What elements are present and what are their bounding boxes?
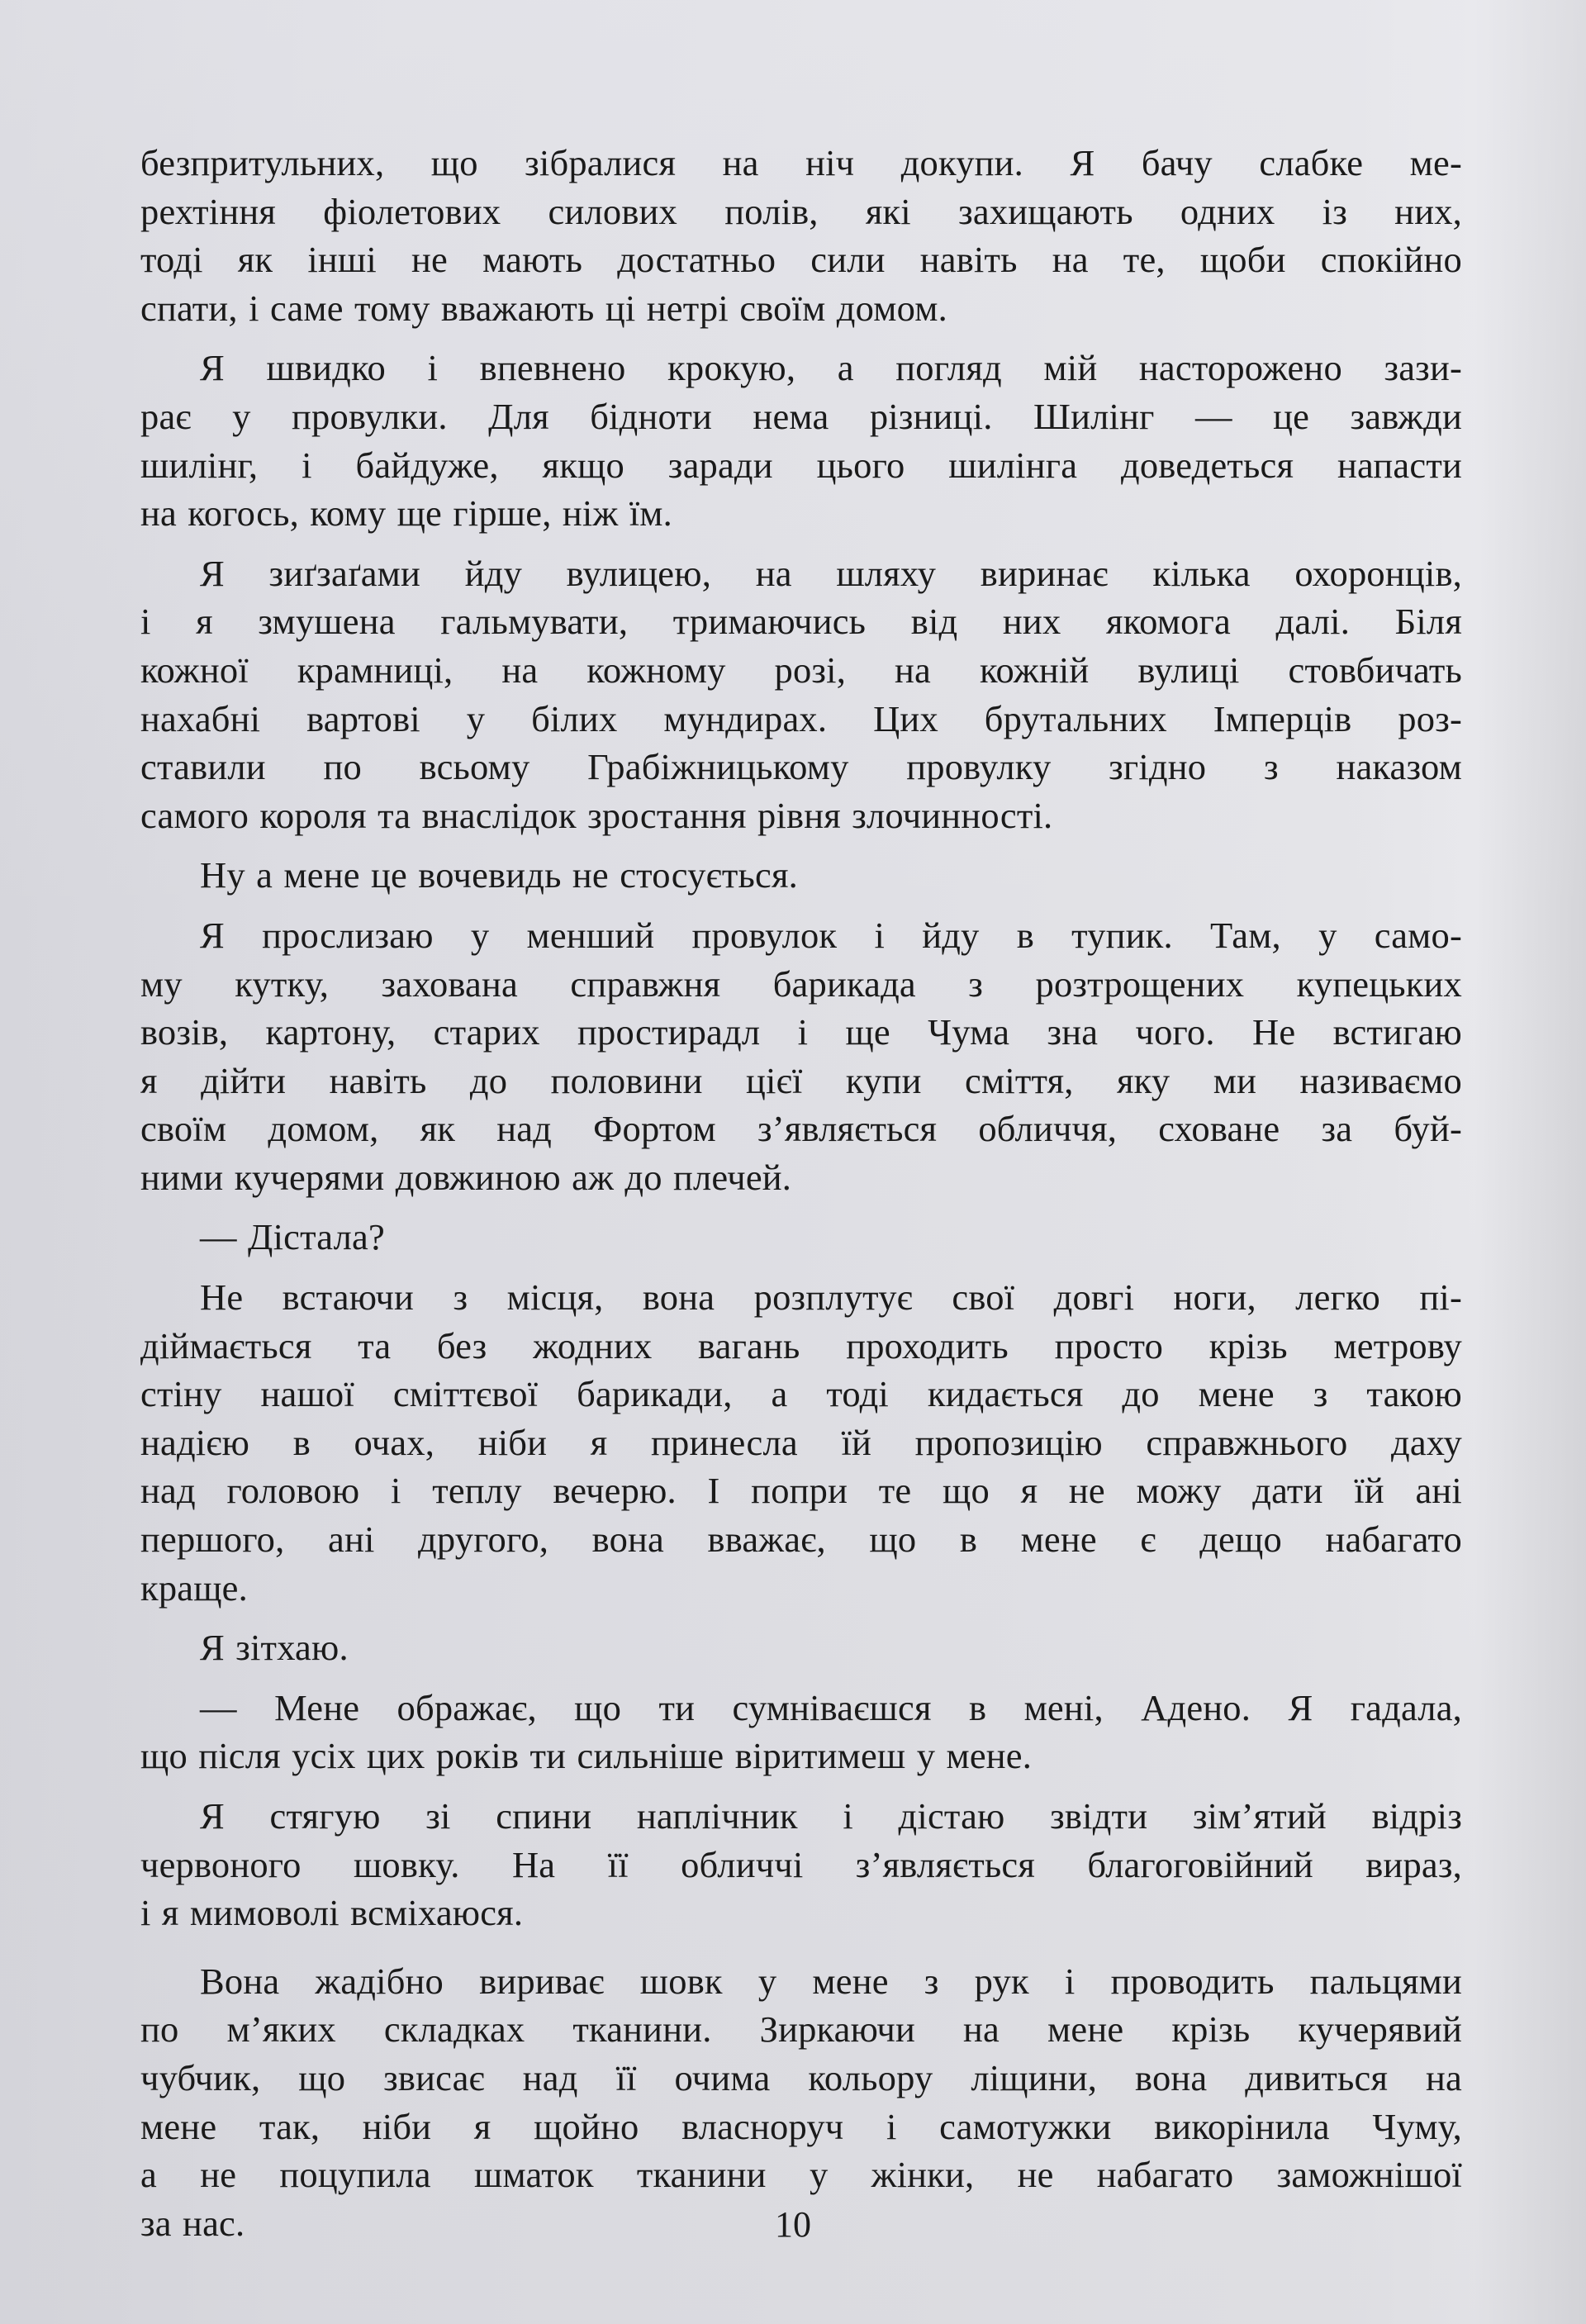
text-line: краще. xyxy=(140,1566,248,1609)
text-line: над головою і теплу вечерю. І попри те що я не можу дати їй ані xyxy=(140,1470,1462,1512)
text-line: на когось, кому ще гірше, ніж їм. xyxy=(140,492,672,535)
text-line: чубчик, що звисає над її очима кольору ліщини, вона дивиться на xyxy=(140,2056,1462,2098)
text-line: — Дістала? xyxy=(200,1216,385,1258)
text-line: Я зітхаю. xyxy=(200,1627,349,1669)
text-line: самого короля та внаслідок зростання рівня злочинності. xyxy=(140,794,1053,836)
text-line: що після усіх цих років ти сильніше віритимеш у мене. xyxy=(140,1735,1033,1777)
paragraph-6-dialogue xyxy=(140,1213,1462,1262)
text-line: Я прослизаю у менший провулок і йду в тупик. Там, у само- xyxy=(200,914,1462,956)
paragraph-7 xyxy=(140,1273,1462,1612)
text-line: Я швидко і впевнено крокую, а погляд мій насторожено зази- xyxy=(200,347,1462,389)
text-line: червоного шовку. На її обличчі з’являється благоговійний вираз, xyxy=(140,1843,1462,1885)
text-line: Вона жадібно вириває шовк у мене з рук і проводить пальцями xyxy=(200,1960,1462,2002)
paragraph-4 xyxy=(140,851,1462,900)
text-line: шилінг, і байдуже, якщо заради цього шилінга доведеться напасти xyxy=(140,444,1462,486)
text-line: Не встаючи з місця, вона розплутує свої довгі ноги, легко пі- xyxy=(200,1276,1462,1319)
text-line: безпритульних, що зібралися на ніч докупи. Я бачу слабке ме- xyxy=(140,142,1462,183)
text-line: рає у провулки. Для бідноти нема різниці. Шилінг — це завжди xyxy=(140,395,1462,437)
text-line: — Мене ображає, що ти сумніваєшся в мені, Адено. Я гадала, xyxy=(200,1686,1462,1728)
paragraph-8 xyxy=(140,1623,1462,1672)
text-line: кожної крамниці, на кожному розі, на кожній вулиці стовбичать xyxy=(140,649,1462,691)
paragraph-5 xyxy=(140,911,1462,1202)
body-text xyxy=(140,139,1462,2247)
paragraph-9-dialogue xyxy=(140,1684,1462,1780)
text-line: я дійти навіть до половини цієї купи сміття, яку ми називаємо xyxy=(140,1059,1462,1101)
paragraph-3 xyxy=(140,549,1462,840)
text-line: а не поцупила шматок тканини у жінки, не набагато заможнішої xyxy=(140,2154,1462,2196)
paragraph-1 xyxy=(140,139,1462,332)
text-line: тоді як інші не мають достатньо сили навіть на те, щоби спокійно xyxy=(140,239,1462,281)
paragraph-10 xyxy=(140,1792,1462,1937)
text-line: спати, і саме тому вважають ці нетрі своїм домом. xyxy=(140,287,947,329)
text-line: му кутку, захована справжня барикада з розтрощених купецьких xyxy=(140,962,1462,1005)
text-line: рехтіння фіолетових силових полів, які захищають одних із них, xyxy=(140,190,1462,232)
text-line: по м’яких складках тканини. Зиркаючи на мене крізь кучерявий xyxy=(140,2008,1462,2051)
text-line: і я змушена гальмувати, тримаючись від них якомога далі. Біля xyxy=(140,601,1462,643)
text-line: і я мимоволі всміхаюся. xyxy=(140,1892,524,1934)
paragraph-2 xyxy=(140,344,1462,537)
text-line: ставили по всьому Грабіжницькому провулку згідно з наказом xyxy=(140,746,1462,788)
text-line: Я зиґзаґами йду вулицею, на шляху виринає кілька охоронців, xyxy=(200,552,1462,594)
text-line: діймається та без жодних вагань проходить просто крізь метрову xyxy=(140,1324,1462,1366)
text-line: возів, картону, старих простирадл і ще Чума зна чого. Не встигаю xyxy=(140,1011,1462,1053)
text-line: нахабні вартові у білих мундирах. Цих брутальних Імперців роз- xyxy=(140,697,1462,739)
text-line: мене так, ніби я щойно власноруч і самотужки викорінила Чуму, xyxy=(140,2105,1462,2147)
text-line: Я стягую зі спини наплічник і дістаю звідти зім’ятий відріз xyxy=(200,1795,1462,1837)
page-number: 10 xyxy=(775,2204,811,2245)
text-line: своїм домом, як над Фортом з’являється обличчя, сховане за буй- xyxy=(140,1108,1462,1150)
text-line: за нас. xyxy=(140,2202,245,2244)
text-line: ними кучерями довжиною аж до плечей. xyxy=(140,1156,792,1198)
text-line: першого, ані другого, вона вважає, що в мене є дещо набагато xyxy=(140,1518,1462,1561)
text-line: надією в очах, ніби я принесла їй пропозицію справжнього даху xyxy=(140,1421,1462,1463)
text-line: стіну нашої сміттєвої барикади, а тоді кидається до мене з такою xyxy=(140,1373,1462,1415)
text-line: Ну а мене це вочевидь не стосується. xyxy=(200,854,798,896)
